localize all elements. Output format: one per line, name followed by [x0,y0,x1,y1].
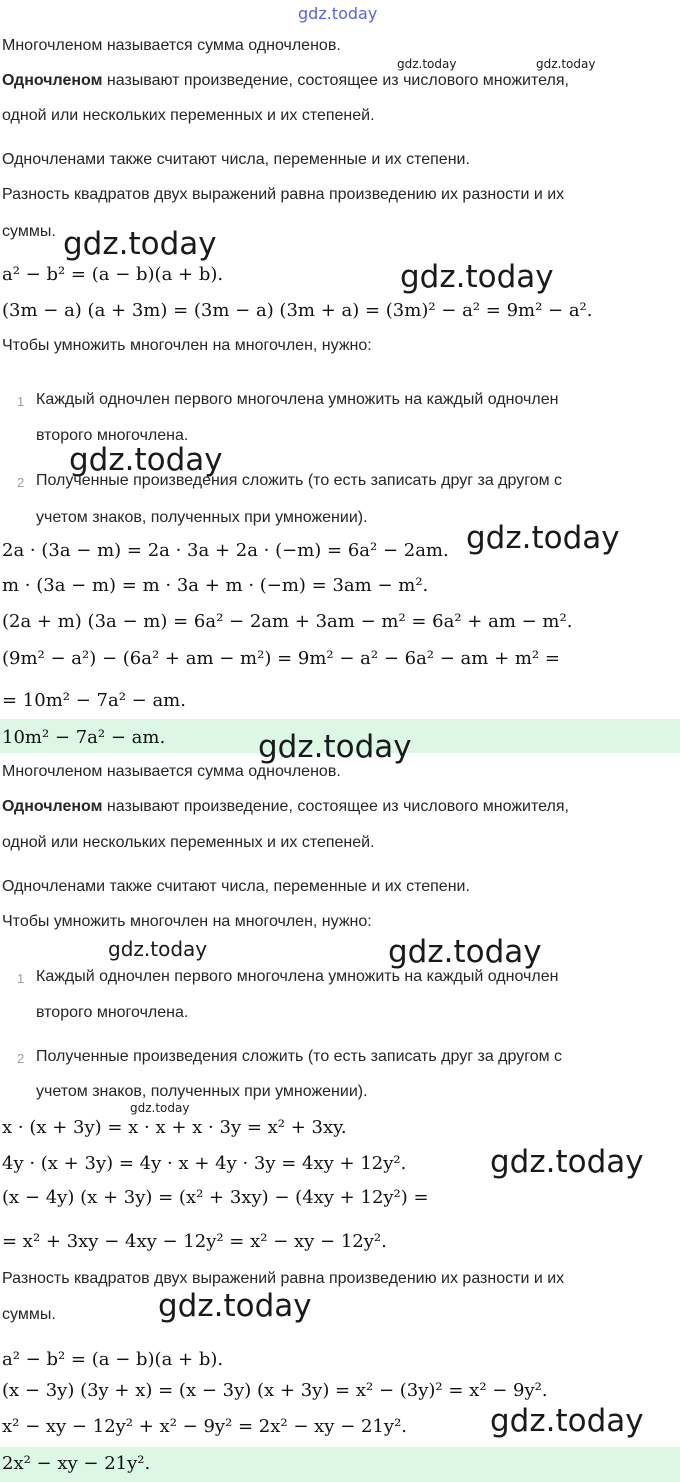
diff-squares-line1: Разность квадратов двух выражений равна произведению их разности и их [2,186,565,203]
equation-3: m · (3a − m) = m · 3a + m · (−m) = 3am − m². [2,575,429,596]
rule-2-text-cont-2: учетом знаков, полученных при умножении). [36,1083,368,1100]
watermark-top: gdz.today [298,4,378,23]
also-monomials: Одночленами также считают числа, переменные и их степени. [2,151,470,168]
rule-1-text-2: Каждый одночлен первого многочлена умножить на каждый одночлен [36,968,559,985]
rule-1-number-2: 1 [17,971,25,986]
def-monomial-cont-2: одной или нескольких переменных и их степеней. [2,834,375,851]
watermark: gdz.today [258,729,412,765]
equation-b2-4: = x² + 3xy − 4xy − 12y² = x² − xy − 12y². [2,1231,387,1252]
answer-2: 2x² − xy − 21y². [2,1453,151,1474]
equation-b2-3: (x − 4y) (x + 3y) = (x² + 3xy) − (4xy + 12y²) = [2,1187,429,1208]
def-polynomial: Многочленом называется сумма одночленов. [2,37,341,54]
diff-squares-line2-2: суммы. [2,1306,56,1323]
rule-2-text-cont: учетом знаков, полученных при умножении). [36,509,368,526]
watermark: gdz.today [536,57,596,71]
def-polynomial-2: Многочленом называется сумма одночленов. [2,763,341,780]
rule-1-text: Каждый одночлен первого многочлена умножить на каждый одночлен [36,391,559,408]
diff-squares-line2: суммы. [2,223,56,240]
watermark: gdz.today [400,259,554,295]
def-monomial-term: Одночленом [2,72,103,89]
watermark: gdz.today [69,442,223,478]
watermark: gdz.today [108,937,208,961]
rule-1-text-cont-2: второго многочлена. [36,1004,189,1021]
formula-diff-squares-2: a² − b² = (a − b)(a + b). [2,1349,224,1370]
watermark: gdz.today [130,1101,190,1115]
watermark: gdz.today [158,1288,312,1324]
rule-1-number: 1 [17,394,25,409]
watermark: gdz.today [397,57,457,71]
answer: 10m² − 7a² − am. [2,727,166,748]
def-monomial-rest-2: называют произведение, состоящее из числового множителя, [102,798,569,815]
watermark: gdz.today [466,520,620,556]
watermark: gdz.today [490,1144,644,1180]
equation-6: = 10m² − 7a² − am. [2,690,186,711]
watermark: gdz.today [388,934,542,970]
equation-b2-5: (x − 3y) (3y + x) = (x − 3y) (x + 3y) = x² − (3y)² = x² − 9y². [2,1380,548,1401]
rule-1-text-cont: второго многочлена. [36,427,189,444]
also-monomials-2: Одночленами также считают числа, переменные и их степени. [2,878,470,895]
rule-intro: Чтобы умножить многочлен на многочлен, нужно: [2,337,372,354]
equation-5: (9m² − a²) − (6a² + am − m²) = 9m² − a² − 6a² − am + m² = [2,648,560,669]
def-monomial-cont: одной или нескольких переменных и их степеней. [2,107,375,124]
rule-2-text: Полученные произведения сложить (то есть записать друг за другом с [36,472,563,489]
equation-1: (3m − a) (a + 3m) = (3m − a) (3m + a) = (3m)² − a² = 9m² − a². [2,300,593,321]
rule-2-number-2: 2 [17,1051,25,1066]
def-monomial [2,72,569,90]
equation-b2-6: x² − xy − 12y² + x² − 9y² = 2x² − xy − 21y². [2,1416,408,1437]
def-monomial-2 [2,798,569,816]
rule-2-text-2: Полученные произведения сложить (то есть записать друг за другом с [36,1048,563,1065]
def-monomial-term-2: Одночленом [2,798,103,815]
watermark: gdz.today [63,226,217,262]
watermark: gdz.today [490,1403,644,1439]
equation-4: (2a + m) (3a − m) = 6a² − 2am + 3am − m² = 6a² + am − m². [2,611,573,632]
equation-b2-2: 4y · (x + 3y) = 4y · x + 4y · 3y = 4xy + 12y². [2,1153,407,1174]
rule-intro-2: Чтобы умножить многочлен на многочлен, нужно: [2,913,372,930]
equation-b2-1: x · (x + 3y) = x · x + x · 3y = x² + 3xy. [2,1117,347,1138]
formula-diff-squares: a² − b² = (a − b)(a + b). [2,264,224,285]
def-monomial-rest: называют произведение, состоящее из числового множителя, [102,72,569,89]
equation-2: 2a · (3a − m) = 2a · 3a + 2a · (−m) = 6a² − 2am. [2,540,449,561]
diff-squares-line1-2: Разность квадратов двух выражений равна произведению их разности и их [2,1270,565,1287]
rule-2-number: 2 [17,475,25,490]
